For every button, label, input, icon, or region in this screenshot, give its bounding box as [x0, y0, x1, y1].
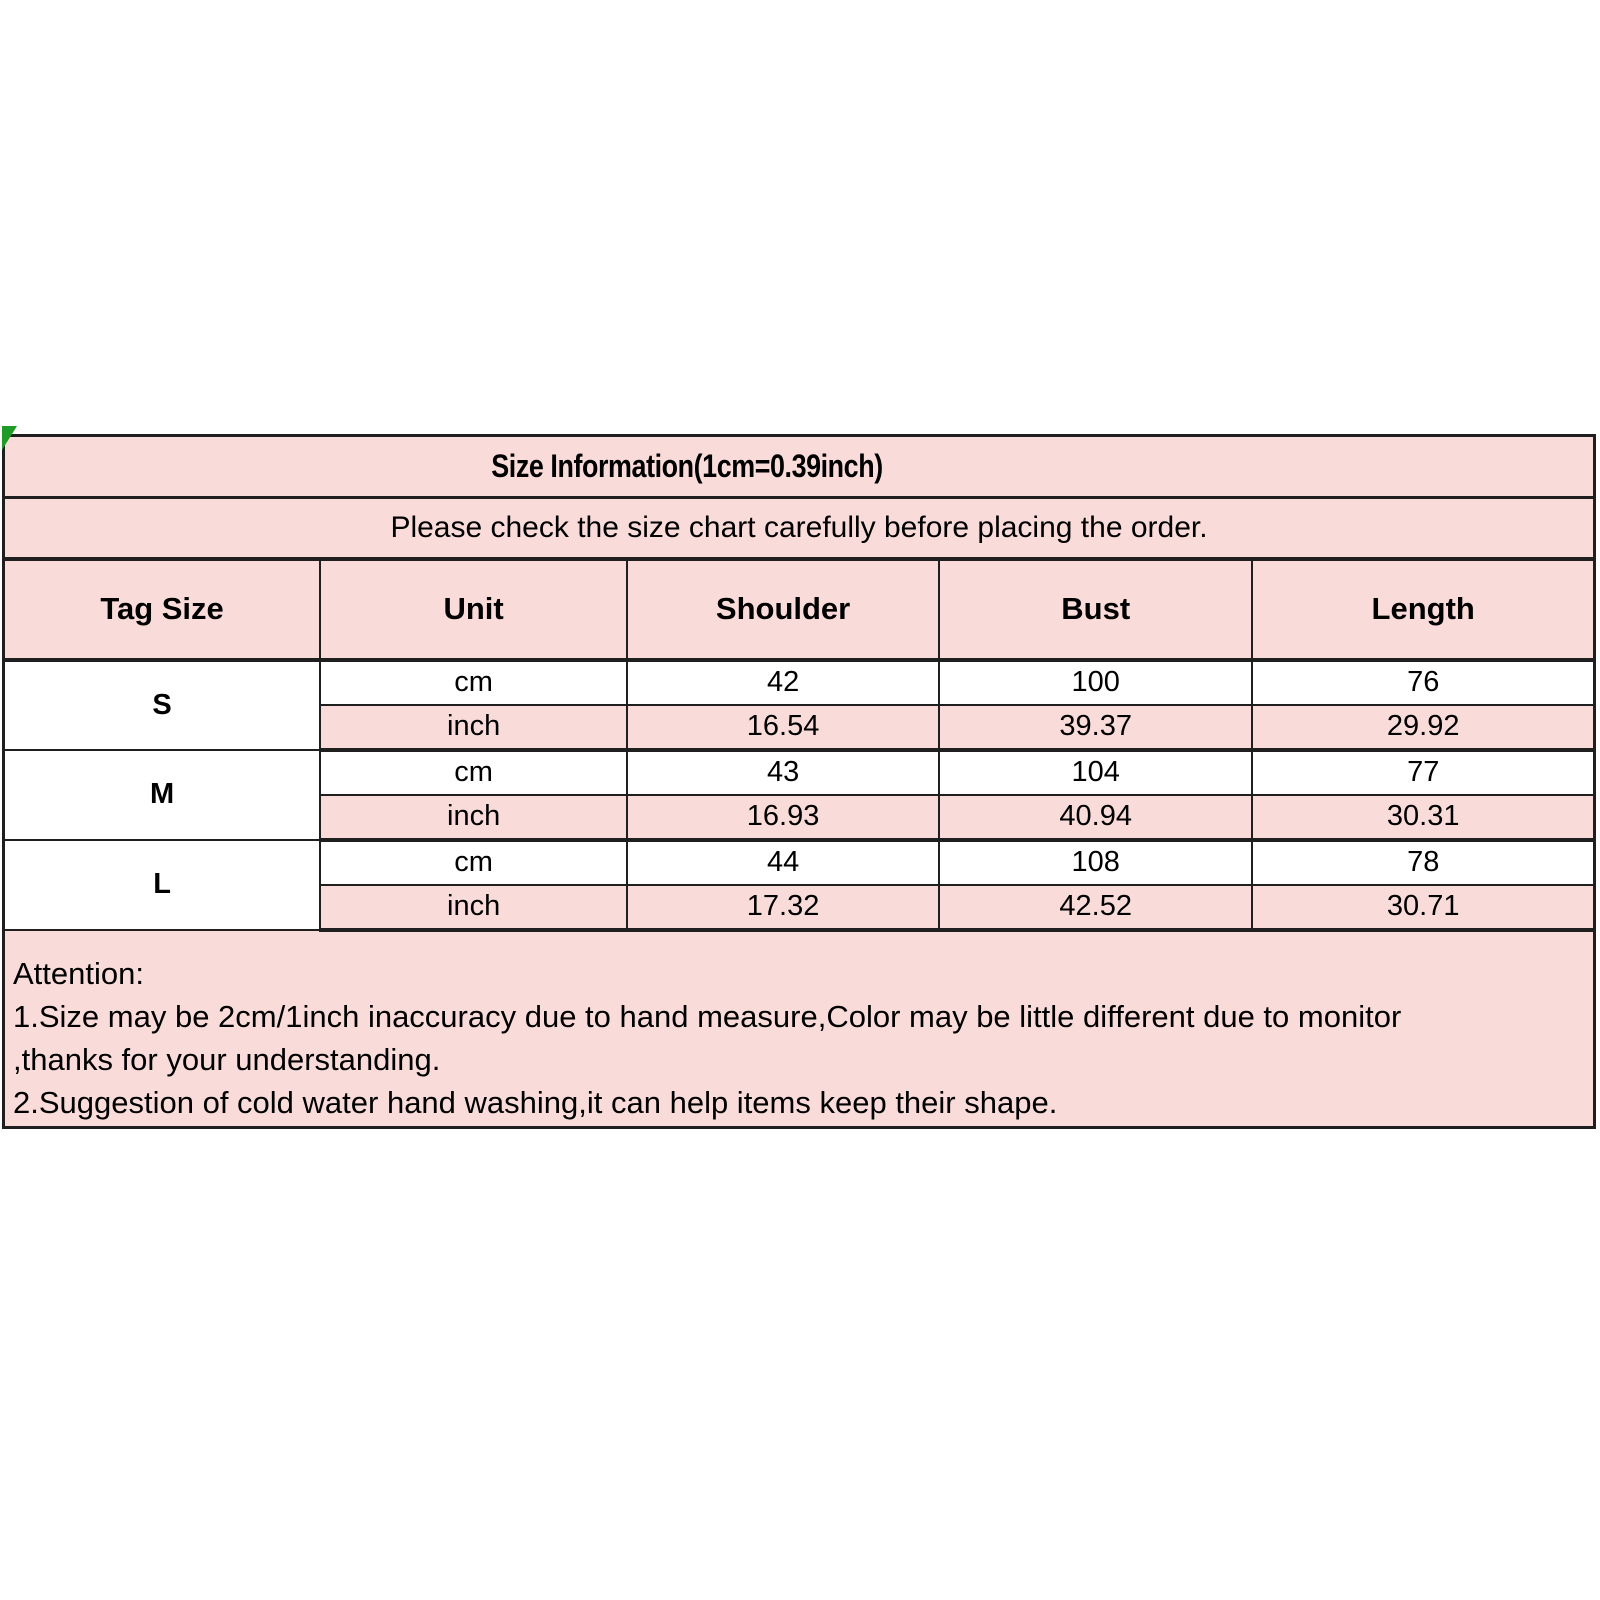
- unit-s-inch: inch: [320, 705, 627, 750]
- cell-m-inch-bust: 40.94: [939, 795, 1252, 840]
- cell-s-inch-bust: 39.37: [939, 705, 1252, 750]
- cell-l-inch-bust: 42.52: [939, 885, 1252, 930]
- size-table: [2, 434, 1596, 1129]
- table-title-cell: [4, 436, 1595, 498]
- cell-m-inch-shoulder: 16.93: [627, 795, 939, 840]
- cell-m-cm-bust: 104: [939, 750, 1252, 795]
- cell-s-cm-length: 76: [1252, 660, 1594, 705]
- cell-m-inch-length: 30.31: [1252, 795, 1594, 840]
- tag-size-l: L: [4, 840, 321, 930]
- row-l-cm: [4, 840, 1595, 885]
- unit-s-cm: cm: [320, 660, 627, 705]
- unit-l-cm: cm: [320, 840, 627, 885]
- tag-size-s: S: [4, 660, 321, 750]
- cell-m-cm-shoulder: 43: [627, 750, 939, 795]
- table-title: Size Information(1cm=0.39inch): [491, 448, 883, 484]
- cell-s-cm-shoulder: 42: [627, 660, 939, 705]
- cell-m-cm-length: 77: [1252, 750, 1594, 795]
- size-chart-table-block: [2, 434, 1596, 1129]
- header-cell-length: Length: [1252, 559, 1594, 660]
- header-cell-tag-size: Tag Size: [4, 559, 321, 660]
- tag-size-m: M: [4, 750, 321, 840]
- header-cell-bust: Bust: [939, 559, 1252, 660]
- cell-s-inch-length: 29.92: [1252, 705, 1594, 750]
- attention-heading: Attention:: [13, 955, 144, 991]
- table-subtitle: Please check the size chart carefully before placing the order.: [4, 498, 1595, 559]
- attention-cell: [4, 930, 1595, 1128]
- row-m-cm: [4, 750, 1595, 795]
- attention-line-3: 2.Suggestion of cold water hand washing,it can help items keep their shape.: [13, 1084, 1058, 1120]
- table-title-row: [4, 436, 1595, 498]
- row-s-cm: [4, 660, 1595, 705]
- green-corner-triangle: [2, 426, 17, 450]
- cell-s-inch-shoulder: 16.54: [627, 705, 939, 750]
- header-cell-unit: Unit: [320, 559, 627, 660]
- cell-l-cm-length: 78: [1252, 840, 1594, 885]
- header-cell-shoulder: Shoulder: [627, 559, 939, 660]
- cell-l-inch-length: 30.71: [1252, 885, 1594, 930]
- attention-line-2: ,thanks for your understanding.: [13, 1041, 441, 1077]
- cell-l-cm-bust: 108: [939, 840, 1252, 885]
- cell-l-inch-shoulder: 17.32: [627, 885, 939, 930]
- cell-l-cm-shoulder: 44: [627, 840, 939, 885]
- unit-m-cm: cm: [320, 750, 627, 795]
- attention-line-1: 1.Size may be 2cm/1inch inaccuracy due to hand measure,Color may be little different due to monitor: [13, 998, 1402, 1034]
- table-subtitle-row: [4, 498, 1595, 559]
- cell-s-cm-bust: 100: [939, 660, 1252, 705]
- attention-row: [4, 930, 1595, 1128]
- unit-m-inch: inch: [320, 795, 627, 840]
- unit-l-inch: inch: [320, 885, 627, 930]
- table-header-row: [4, 559, 1595, 660]
